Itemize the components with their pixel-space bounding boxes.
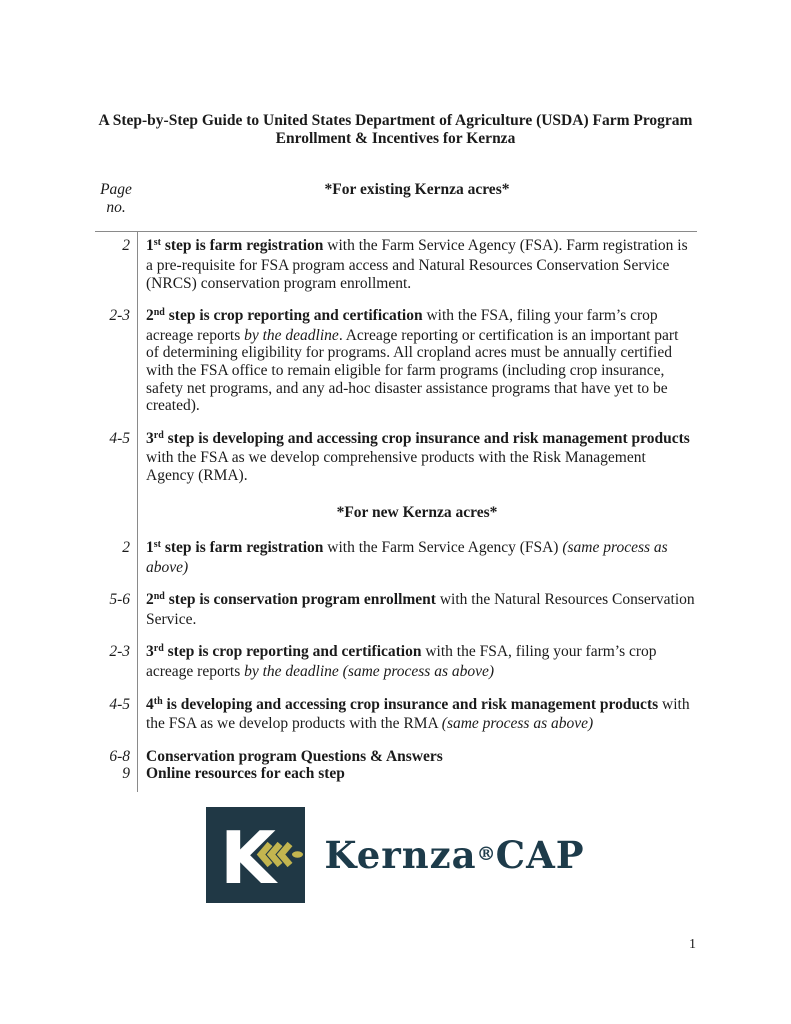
table-body	[95, 231, 697, 792]
row-page-number: 4-5	[109, 429, 130, 447]
row-text: 3rd step is crop reporting and certification with the FSA, filing your farm’s crop acreage reports by the deadline (same process as above)	[146, 643, 657, 681]
table-row	[95, 430, 697, 485]
row-page-number: 2	[122, 237, 130, 255]
row-page-number: 2	[122, 539, 130, 557]
logo-wordmark-kernza: Kernza	[324, 832, 477, 877]
page-header-line-2: no.	[106, 198, 126, 216]
table-row	[95, 765, 697, 783]
column-divider-line	[137, 232, 138, 792]
row-text: 1st step is farm registration with the Farm Service Agency (FSA). Farm registration is a pre-requisite for FSA program access and Natural Resources Conservation Service (NRCS) conservation program enrollment.	[146, 237, 688, 292]
title-line-2: Enrollment & Incentives for Kernza	[275, 129, 516, 147]
row-text: Online resources for each step	[146, 765, 345, 783]
row-page-number: 2-3	[109, 643, 130, 661]
row-page-number: 2-3	[109, 307, 130, 325]
row-page-number: 6-8	[109, 747, 130, 765]
row-text: 2nd step is conservation program enrollment with the Natural Resources Conservation Service.	[146, 591, 695, 628]
page-header-line-1: Page	[100, 181, 132, 199]
logo-wordmark	[324, 832, 585, 877]
table-row	[95, 539, 697, 576]
logo-wordmark-cap: CAP	[495, 832, 585, 877]
table-header	[95, 181, 697, 231]
kernza-cap-logo	[0, 807, 791, 903]
kernza-logo-icon	[206, 807, 305, 903]
table-row	[95, 237, 697, 292]
page-no-column-header	[95, 181, 137, 216]
section-header-existing-acres: *For existing Kernza acres*	[324, 181, 510, 199]
row-text: 2nd step is crop reporting and certification with the FSA, filing your farm’s crop acreage reports by the deadline. Acreage reporting or certification is an important part of determining eligibility for programs. All cropland acres must be annually certified with the FSA office to remain eligible for farm programs (including crop insurance, safety net programs, and any ad-hoc disaster assistance programs that have yet to be created).	[146, 307, 679, 415]
table-row	[95, 748, 697, 766]
table-row	[95, 696, 697, 733]
row-text: 3rd step is developing and accessing crop insurance and risk management products with the FSA as we develop comprehensive products with the Risk Management Agency (RMA).	[146, 429, 690, 484]
row-text: 4th is developing and accessing crop insurance and risk management products with the FSA as we develop products with the RMA (same process as above)	[146, 695, 690, 733]
table-row	[95, 643, 697, 680]
row-page-number: 9	[122, 765, 130, 783]
row-page-number: 4-5	[109, 695, 130, 713]
table-row	[95, 591, 697, 628]
table-row	[95, 307, 697, 415]
svg-text:K: K	[220, 816, 277, 901]
title-line-1: A Step-by-Step Guide to United States Department of Agriculture (USDA) Farm Program	[98, 112, 693, 129]
row-text: 1st step is farm registration with the Farm Service Agency (FSA) (same process as above)	[146, 539, 668, 576]
row-text: Conservation program Questions & Answers	[146, 747, 443, 765]
section-header-new-acres: *For new Kernza acres*	[336, 503, 498, 521]
registered-trademark-symbol: ®	[476, 842, 496, 865]
row-page-number: 5-6	[109, 591, 130, 609]
document-title	[0, 0, 791, 147]
page-number-footer: 1	[689, 937, 696, 952]
